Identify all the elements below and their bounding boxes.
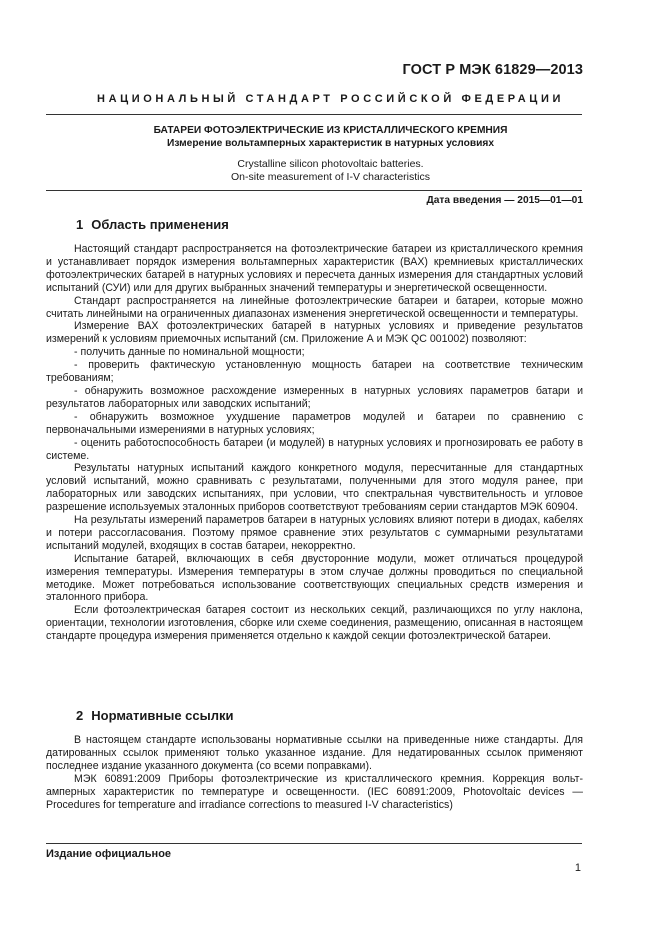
subtitle-ru: Измерение вольтамперных характеристик в натурных условиях — [167, 138, 494, 149]
title-en-line-2: On-site measurement of I-V characteristics — [231, 171, 430, 183]
page-number: 1 — [574, 862, 581, 874]
paragraph: Если фотоэлектрическая батарея состоит из нескольких секций, различающихся по углу наклона, ориентации, технологии изготовления, сборке или схеме соединения, размещению, описанная в настоящем стандарте процедура измерения применяется отдельно к каждой секции фотоэлектрической батареи. — [46, 604, 583, 643]
list-item: - обнаружить возможное ухудшение параметров модулей и батареи по сравнению с первоначальными измерениями в натурных условиях; — [46, 410, 583, 436]
introduction-date: Дата введения — 2015—01—01 — [426, 195, 583, 206]
date-rule — [46, 190, 582, 191]
list-item: - оценить работоспособность батареи (и модулей) в натурных условиях и прогнозировать ее работу в системе. — [46, 436, 583, 462]
paragraph: Стандарт распространяется на линейные фотоэлектрические батареи и батареи, которые можно считать линейными на ограниченных диапазонах изменения энергетической освещенности и температуры. — [46, 294, 583, 320]
section-1-number: 1 — [76, 217, 84, 232]
list-item: - обнаружить возможное расхождение измеренных в натурных условиях параметров батари и результатов лабораторных или заводских испытаний; — [46, 384, 583, 410]
paragraph: В настоящем стандарте использованы нормативные ссылки на приведенные ниже стандарты. Для датированных ссылок применяют только указанное издание. Для недатированных ссылок применяют последнее издание указанного документа (со всеми поправками). — [46, 734, 583, 772]
section-1-title: Область применения — [91, 217, 229, 232]
title-ru: БАТАРЕИ ФОТОЭЛЕКТРИЧЕСКИЕ ИЗ КРИСТАЛЛИЧЕСКОГО КРЕМНИЯ — [153, 125, 508, 136]
title-en-line-1: Crystalline silicon photovoltaic batteries. — [237, 158, 424, 170]
paragraph: Измерение ВАХ фотоэлектрических батарей в натурных условиях и приведение результатов измерений к условиям приемочных испытаний (см. Приложение А и МЭК QC 001002) позволяют: — [46, 320, 583, 346]
section-2-body — [46, 734, 583, 811]
paragraph: Настоящий стандарт распространяется на фотоэлектрические батареи из кристаллического кремния и устанавливает порядок измерения вольтамперных характеристик (ВАХ) кремниевых кристаллических фотоэлектрических батарей в натурных условиях и пересчета данных измерения для стандартных условий испытаний (СУИ) или для других выбранных значений температуры и энергетической освещенности. — [46, 243, 583, 294]
paragraph: Результаты натурных испытаний каждого конкретного модуля, пересчитанные для стандартных условий испытаний, можно сравнивать с результатами, полученными для этого модуля ранее, при лабораторных или заводских испытаниях, при условии, что спектральная чувствительность и угловое разрешение используемых эталонных приборов соответствуют требованиям серии стандартов МЭК 60904. — [46, 462, 583, 514]
list-item: - получить данные по номинальной мощности; — [74, 346, 305, 359]
standard-code: ГОСТ Р МЭК 61829—2013 — [402, 62, 583, 78]
edition-label: Издание официальное — [46, 848, 172, 860]
list-item: - проверить фактическую установленную мощность батареи на соответствие техническим требованиям; — [46, 359, 583, 385]
section-2-title: Нормативные ссылки — [91, 708, 234, 723]
section-2-number: 2 — [76, 708, 84, 723]
section-1-heading — [76, 217, 229, 232]
section-2-heading — [76, 708, 233, 723]
header-rule — [46, 114, 582, 115]
national-standard-banner: НАЦИОНАЛЬНЫЙ СТАНДАРТ РОССИЙСКОЙ ФЕДЕРАЦИИ — [97, 93, 564, 105]
paragraph: Испытание батарей, включающих в себя двусторонние модули, может отличаться процедурой измерения температуры. Измерения температуры в этом случае должны проводиться по специальной методике. Может потребоваться использование соответствующих специальных средств измерения и эталонного прибора. — [46, 552, 583, 604]
paragraph: МЭК 60891:2009 Приборы фотоэлектрические из кристаллического кремния. Коррекция вольт-амперных характеристик по температуре и освещенности. (IEC 60891:2009, Photovoltaic devices — Procedures for temperature and irradiance corrections to measured I-V characteristics) — [46, 772, 583, 811]
section-1-body — [46, 243, 583, 643]
paragraph: На результаты измерений параметров батареи в натурных условиях влияют потери в диодах, кабелях и потери рассогласования. Поэтому прямое сравнение этих результатов с суммарными результатами испытаний модулей, входящих в состав батареи, некорректно. — [46, 514, 583, 552]
title-en — [0, 158, 661, 184]
footer-rule — [46, 843, 582, 844]
